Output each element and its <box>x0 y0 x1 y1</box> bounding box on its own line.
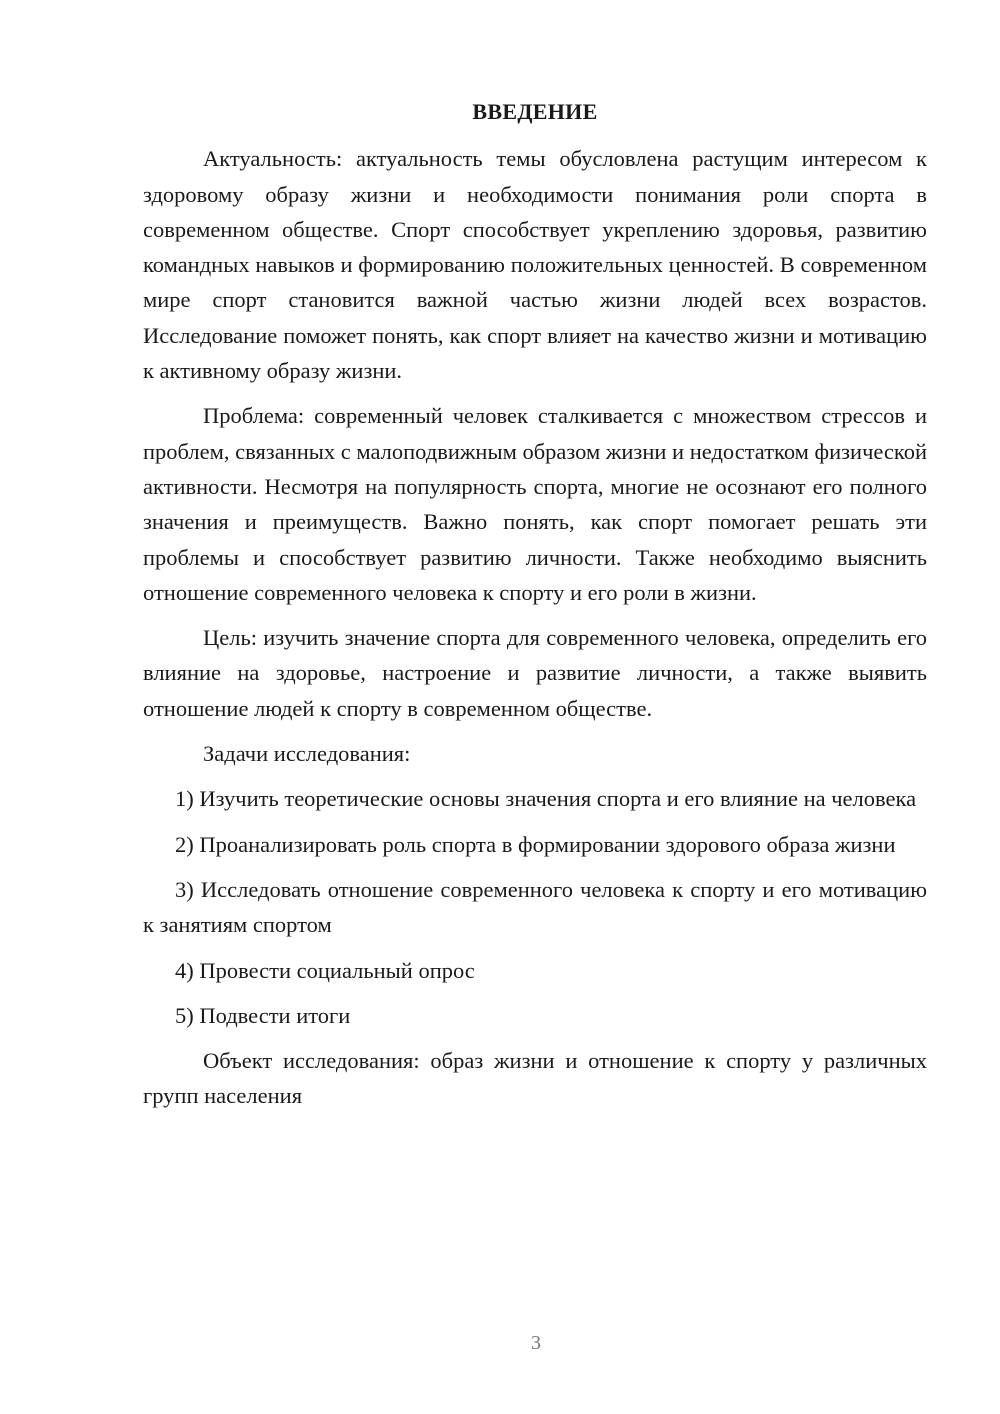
object-paragraph: Объект исследования: образ жизни и отношение к спорту у различных групп населения <box>143 1048 927 1109</box>
goal-paragraph: Цель: изучить значение спорта для современного человека, определить его влияние на здоровье, настроение и развитие личности, а также выявить отношение людей к спорту в современном обществе. <box>143 625 927 721</box>
task-item-4: 4) Провести социальный опрос <box>175 957 475 983</box>
task-item-1: 1) Изучить теоретические основы значения спорта и его влияние на человека <box>175 786 917 812</box>
task-item-3: 3) Исследовать отношение современного человека к спорту и его мотивацию к занятиям спортом <box>143 876 927 938</box>
task-item-5: 5) Подвести итоги <box>175 1002 351 1028</box>
relevance-paragraph: Актуальность: актуальность темы обусловлена растущим интересом к здоровому образу жизни и необходимости понимания роли спорта в современном обществе. Спорт способствует укреплению здоровья, развитию командных навыков и формированию положительных ценностей. В современном мире спорт становится важной частью жизни людей всех возрастов. Исследование поможет понять, как спорт влияет на качество жизни и мотивацию к активному образу жизни. <box>143 146 927 384</box>
document-page <box>143 94 927 1124</box>
tasks-title: Задачи исследования: <box>203 741 411 767</box>
task-item-2: 2) Проанализировать роль спорта в формировании здорового образа жизни <box>175 831 896 857</box>
page-number: 3 <box>531 1332 541 1354</box>
page-title: ВВЕДЕНИЕ <box>472 99 598 124</box>
problem-paragraph: Проблема: современный человек сталкивается с множеством стрессов и проблем, связанных с малоподвижным образом жизни и недостатком физической активности. Несмотря на популярность спорта, многие не осознают его полного значения и преимуществ. Важно понять, как спорт помогает решать эти проблемы и способствует развитию личности. Также необходимо выяснить отношение современного человека к спорту и его роли в жизни. <box>143 403 927 605</box>
